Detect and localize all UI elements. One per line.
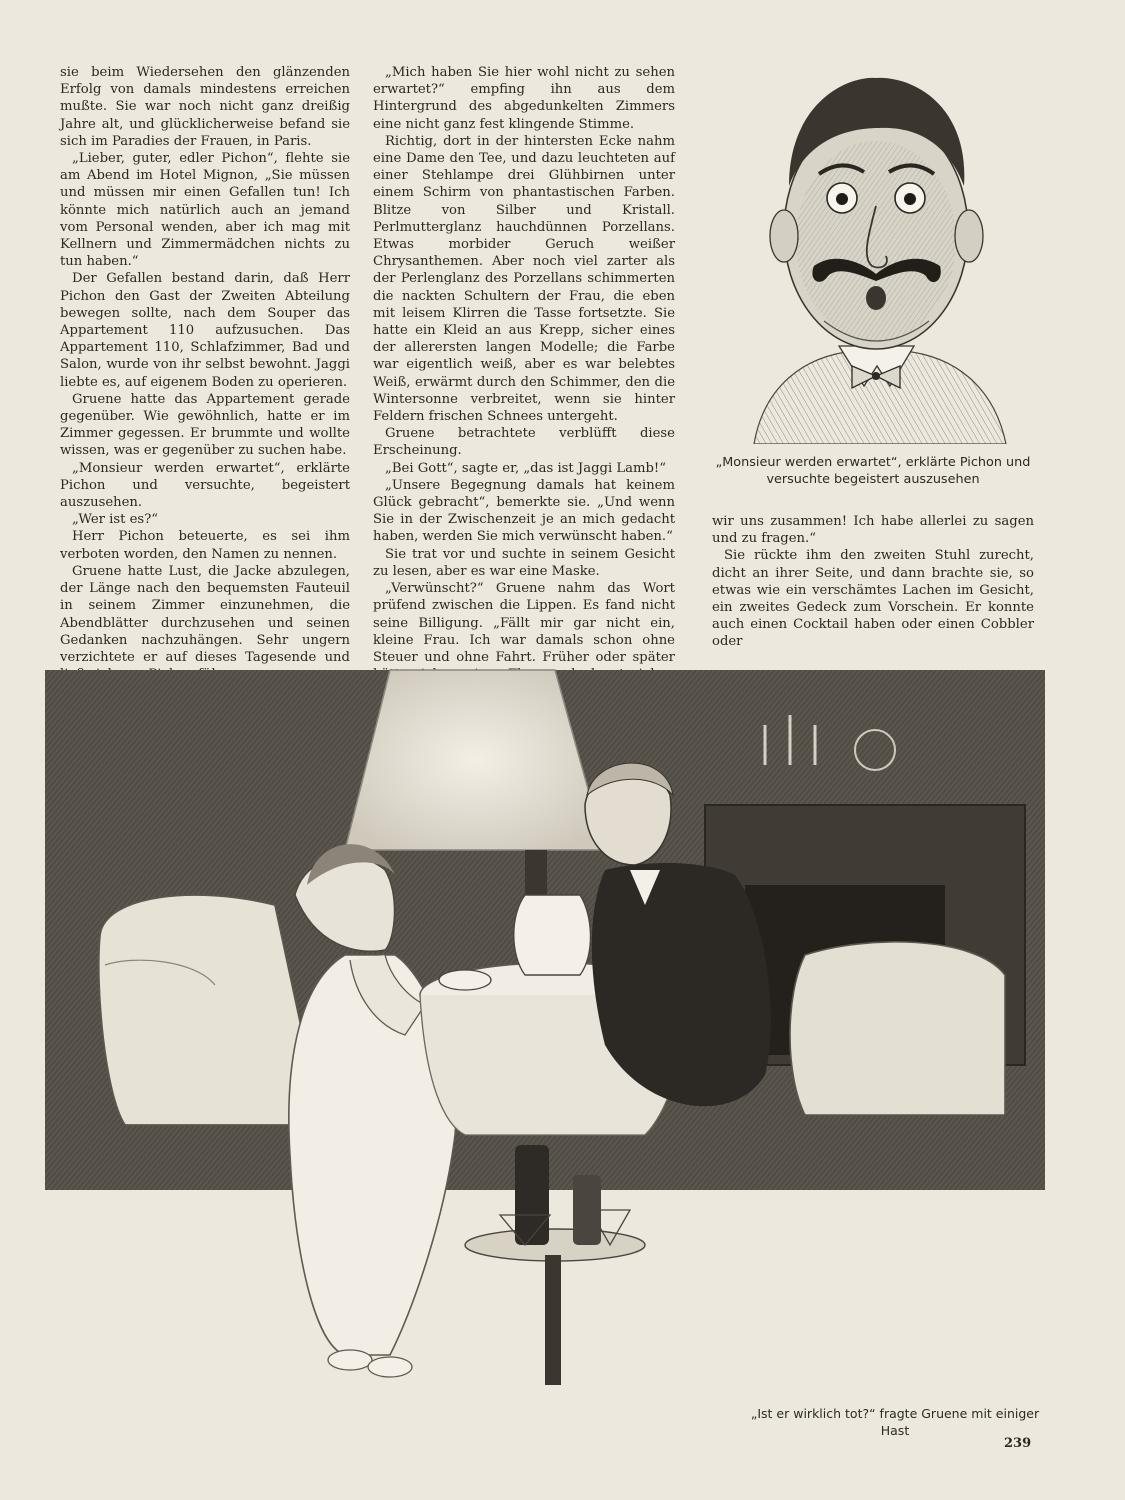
paragraph: Sie rückte ihm den zweiten Stuhl zurecht, dicht an ihrer Seite, und dann brachte sie, so etwas wie ein verschämtes Lachen im Gesicht, ein zweites Gedeck zum Vorschein. Er konnte auch einen Cocktail haben oder einen Cobbler oder [712,548,1034,650]
paragraph: „Mich haben Sie hier wohl nicht zu sehen erwartet?“ empfing ihn aus dem Hintergrund des abgedunkelten Zimmers eine nicht ganz fest klingende Stimme. [373,65,675,132]
paragraph: Gruene hatte das Appartement gerade gegenüber. Wie gewöhnlich, hatte er im Zimmer gegessen. Er brummte und wollte wissen, was er gegenüber zu suchen habe. [60,391,350,459]
paragraph: Herr Pichon beteuerte, es sei ihm verboten worden, den Namen zu nennen. [60,529,350,562]
paragraph: „Wer ist es?“ [72,512,159,528]
paragraph: Richtig, dort in der hintersten Ecke nahm eine Dame den Tee, und dazu leuchteten auf einer Stehlampe drei Glühbirnen unter einem Schirm von phantastischen Farben. Blitze von Silber und Kristall. Perlmutterglanz hauchdünnen Porzellans. Etwas morbider Geruch weißer Chrysanthemen. Aber noch viel zarter als der Perlenglanz des Porzellans schimmerten die nackten Schultern der Frau, die eben mit leisem Klirren die Tasse fortsetzte. Sie hatte ein Kleid an aus Krepp, sicher eines der allerersten langen Modelle; die Farbe war eigentlich weiß, aber es war belebtes Weiß, erwärmt durch den Schimmer, den die Wintersonne verbreitet, wenn sie hinter Feldern frischen Schnees untergeht. [373,133,675,425]
portrait-illustration [744,66,1010,444]
page-number: 239 [1004,1436,1032,1451]
paragraph: sie beim Wiedersehen den glänzenden Erfolg von damals mindestens erreichen mußte. Sie war noch nicht ganz dreißig Jahre alt, und glücklicherweise befand sie sich im Paradies der Frauen, in Paris. [60,65,350,149]
paragraph: „Lieber, guter, edler Pichon“, flehte sie am Abend im Hotel Mignon, „Sie müssen und müssen mir einen Gefallen tun! Ich könnte mich natürlich auch an jemand vom Personal wenden, aber ich mag mit Kellnern und Zimmermädchen nichts zu tun haben.“ [60,151,350,270]
paragraph: „Monsieur werden erwartet“, erklärte Pichon und versuchte, begeistert auszusehen. [60,460,350,511]
paragraph: Gruene hatte Lust, die Jacke abzulegen, der Länge nach den bequemsten Fauteuil in seinem Zimmer einzunehmen, die Abendblätter durchzusehen und seinen Gedanken nachzuhängen. Sehr ungern verzichtete er auf dieses Tagesende und [60,563,350,665]
text-column-3 [712,513,1034,651]
paragraph: Der Gefallen bestand darin, daß Herr Pichon den Gast der Zweiten Abteilung bewegen sollte, nach dem Souper das Appartement 110 aufzusuchen. Das Appartement 110, Schlafzimmer, Bad und Salon, wurde von ihr selbst bewohnt. Jaggi liebte es, auf eigenem Boden zu operieren. [60,271,350,390]
paragraph: wir uns zusammen! Ich habe allerlei zu sagen und zu fragen.“ [712,514,1034,547]
paragraph: „Verwünscht?“ Gruene nahm das Wort prüfend zwischen die Lippen. Es fand nicht seine Billigung. „Fällt mir gar nicht ein, kleine Frau. Ich war damals schon ohne Steuer und ohne Fahrt. Früher oder später [373,581,675,665]
scene-illustration [45,655,1045,1400]
text-column-1 [60,64,350,735]
scene-caption: „Ist er wirklich tot?“ fragte Gruene mit einiger Hast [750,1406,1040,1438]
text-column-2 [373,64,675,718]
paragraph: Sie trat vor und suchte in seinem Gesicht zu lesen, aber es war eine Maske. [373,546,675,579]
paragraph: „Bei Gott“, sagte er, „das ist Jaggi Lamb!“ [385,460,666,476]
paragraph: „Unsere Begegnung damals hat keinem Glück gebracht“, bemerkte sie. „Und wenn Sie in der Zwischenzeit je an mich gedacht haben, werden Sie mich verwünscht haben.“ [373,477,675,545]
paragraph: Gruene betrachtete verblüfft diese Erscheinung. [373,426,675,459]
portrait-caption: „Monsieur werden erwartet“, erklärte Pichon und versuchte begeistert auszusehen [715,455,1031,487]
